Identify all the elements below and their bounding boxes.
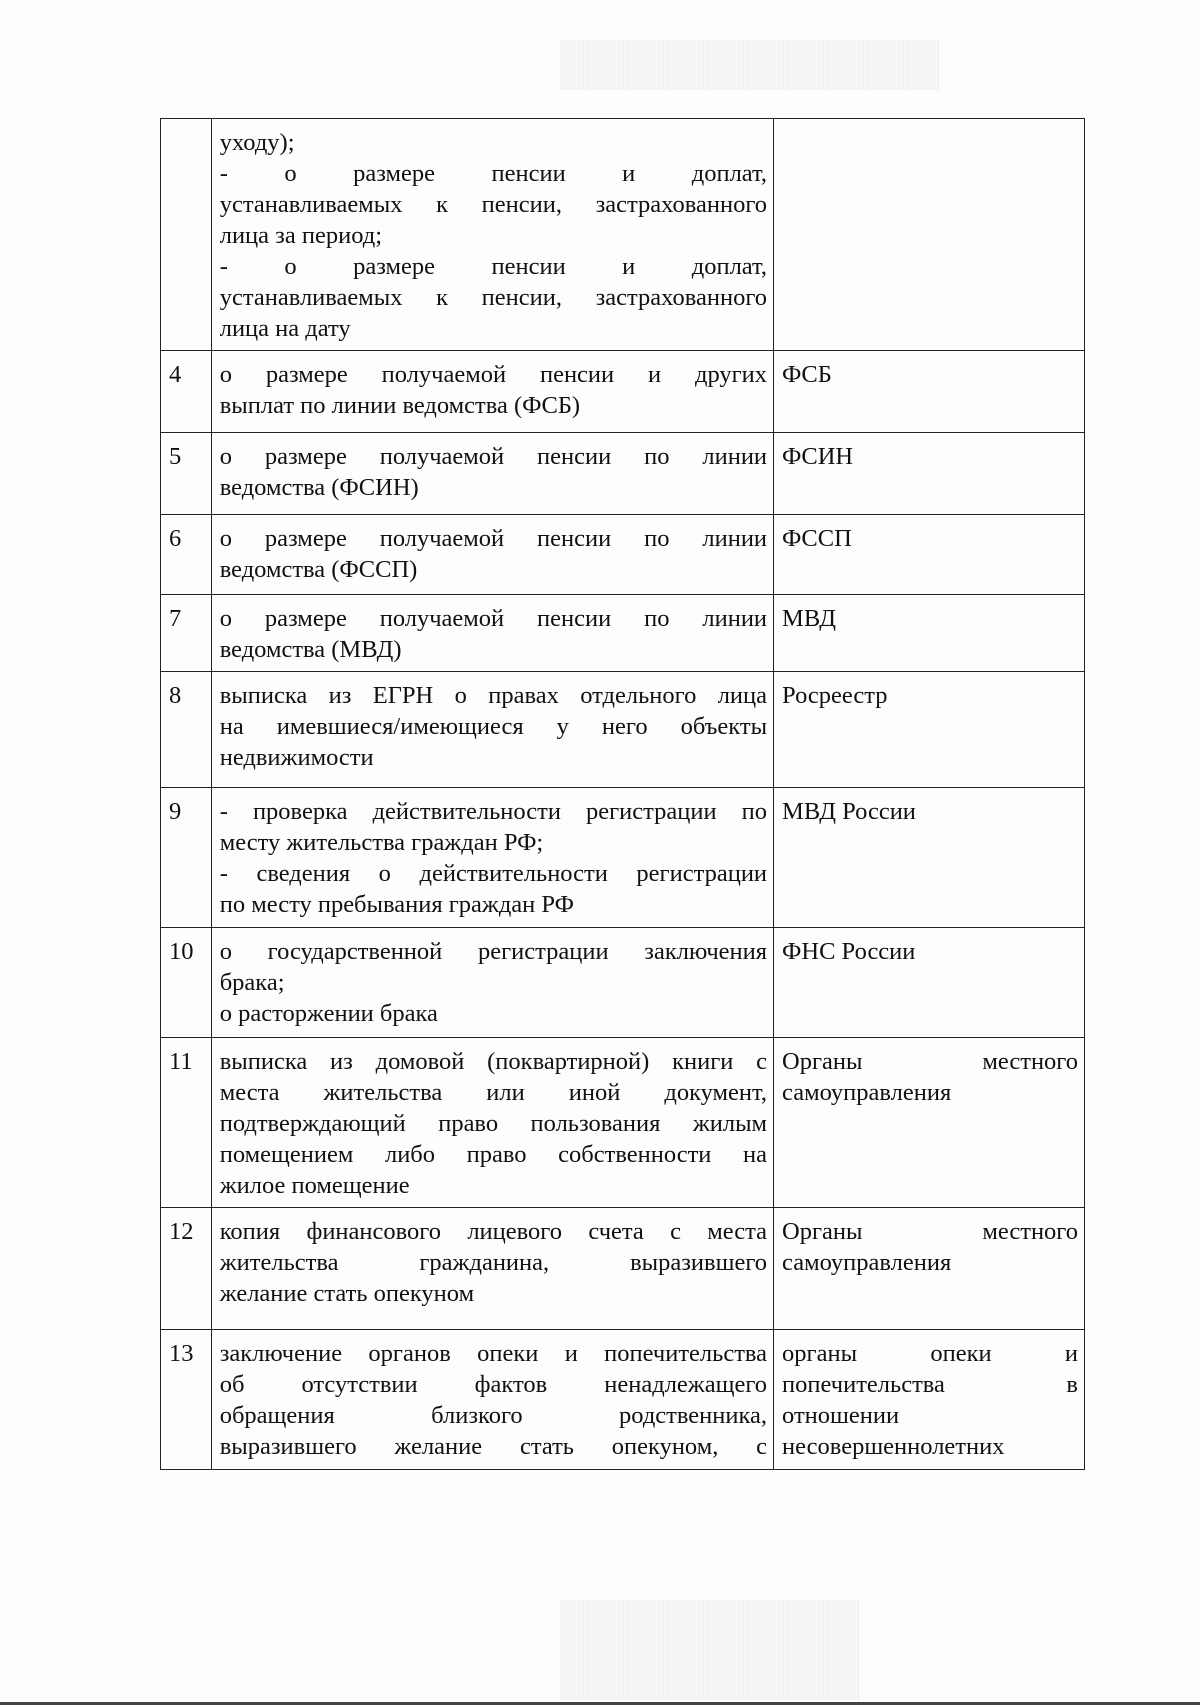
description-line: помещением либо право собственности на — [219, 1141, 768, 1168]
row-number: 9 — [161, 788, 212, 928]
scan-noise — [560, 1600, 860, 1700]
organization-line: попечительства в — [782, 1371, 1078, 1398]
description-line: обращения близкого родственника, — [219, 1402, 768, 1429]
description-line: недвижимости — [219, 744, 374, 771]
table-row — [161, 351, 1085, 433]
table-row — [161, 1208, 1085, 1330]
table-row — [161, 595, 1085, 672]
description-line: места жительства или иной документ, — [219, 1079, 768, 1106]
description-line: о размере получаемой пенсии по линии — [219, 443, 768, 470]
description-line: устанавливаемых к пенсии, застрахованного — [219, 191, 768, 218]
row-organization — [774, 1330, 1085, 1470]
description-line: о государственной регистрации заключения — [219, 938, 768, 965]
row-description — [211, 1038, 773, 1208]
row-description — [211, 515, 773, 595]
organization-line: органы опеки и — [782, 1340, 1078, 1367]
table-row — [161, 672, 1085, 788]
row-number — [161, 119, 212, 351]
organization-line: Органы местного — [782, 1048, 1078, 1075]
row-number: 13 — [161, 1330, 212, 1470]
row-description — [211, 1330, 773, 1470]
table-row — [161, 928, 1085, 1038]
description-line: по месту пребывания граждан РФ — [219, 891, 574, 918]
organization-line: МВД России — [782, 798, 916, 825]
description-line: об отсутствии фактов ненадлежащего — [219, 1371, 768, 1398]
description-line: устанавливаемых к пенсии, застрахованного — [219, 284, 768, 311]
organization-line: ФСБ — [782, 361, 832, 388]
table-body — [161, 119, 1085, 1470]
description-line: жилое помещение — [219, 1172, 410, 1199]
description-line: - сведения о действительности регистрации — [219, 860, 768, 887]
row-organization — [774, 1038, 1085, 1208]
table-row — [161, 788, 1085, 928]
organization-line: Росреестр — [782, 682, 888, 709]
row-organization — [774, 928, 1085, 1038]
row-number: 4 — [161, 351, 212, 433]
row-number: 12 — [161, 1208, 212, 1330]
organization-line: отношении — [782, 1402, 900, 1429]
table-row — [161, 119, 1085, 351]
organization-line: ФНС России — [782, 938, 916, 965]
description-line: лица за период; — [219, 222, 383, 249]
description-line: выписка из домовой (поквартирной) книги с — [219, 1048, 768, 1075]
organization-line: ФССП — [782, 525, 852, 552]
row-number: 6 — [161, 515, 212, 595]
row-description — [211, 928, 773, 1038]
description-line: ведомства (ФССП) — [219, 556, 418, 583]
scan-noise — [560, 40, 940, 90]
row-number: 10 — [161, 928, 212, 1038]
row-description — [211, 788, 773, 928]
table-row — [161, 1330, 1085, 1470]
organization-line: Органы местного — [782, 1218, 1078, 1245]
description-line: о размере получаемой пенсии по линии — [219, 605, 768, 632]
row-description — [211, 351, 773, 433]
row-organization — [774, 788, 1085, 928]
description-line: о размере получаемой пенсии и других — [219, 361, 768, 388]
description-line: жительства гражданина, выразившего — [219, 1249, 768, 1276]
description-line: выписка из ЕГРН о правах отдельного лица — [219, 682, 768, 709]
row-number: 8 — [161, 672, 212, 788]
row-organization — [774, 433, 1085, 515]
description-line: лица на дату — [219, 315, 351, 342]
row-description — [211, 672, 773, 788]
description-line: на имевшиеся/имеющиеся у него объекты — [219, 713, 768, 740]
row-number: 11 — [161, 1038, 212, 1208]
organization-line: МВД — [782, 605, 836, 632]
description-line: ведомства (ФСИН) — [219, 474, 419, 501]
description-line: копия финансового лицевого счета с места — [219, 1218, 768, 1245]
description-line: ведомства (МВД) — [219, 636, 402, 663]
description-line: - проверка действительности регистрации по — [219, 798, 768, 825]
row-number: 5 — [161, 433, 212, 515]
description-line: - о размере пенсии и доплат, — [219, 253, 768, 280]
description-line: заключение органов опеки и попечительства — [219, 1340, 768, 1367]
row-organization — [774, 595, 1085, 672]
description-line: о размере получаемой пенсии по линии — [219, 525, 768, 552]
description-line: желание стать опекуном — [219, 1280, 475, 1307]
row-organization — [774, 119, 1085, 351]
description-line: месту жительства граждан РФ; — [219, 829, 544, 856]
organization-line: самоуправления — [782, 1249, 952, 1276]
organization-line: ФСИН — [782, 443, 854, 470]
description-line: выплат по линии ведомства (ФСБ) — [219, 392, 581, 419]
row-organization — [774, 672, 1085, 788]
row-number: 7 — [161, 595, 212, 672]
row-organization — [774, 1208, 1085, 1330]
description-line: уходу); — [219, 129, 295, 156]
row-organization — [774, 351, 1085, 433]
documents-table — [160, 118, 1085, 1470]
description-line: подтверждающий право пользования жилым — [219, 1110, 768, 1137]
description-line: выразившего желание стать опекуном, с — [219, 1433, 768, 1460]
table-row — [161, 433, 1085, 515]
organization-line: самоуправления — [782, 1079, 952, 1106]
row-description — [211, 1208, 773, 1330]
row-description — [211, 119, 773, 351]
row-organization — [774, 515, 1085, 595]
description-line: о расторжении брака — [219, 1000, 438, 1027]
organization-line: несовершеннолетних — [782, 1433, 1005, 1460]
description-line: - о размере пенсии и доплат, — [219, 160, 768, 187]
description-line: брака; — [219, 969, 285, 996]
row-description — [211, 433, 773, 515]
row-description — [211, 595, 773, 672]
table-row — [161, 515, 1085, 595]
table-row — [161, 1038, 1085, 1208]
